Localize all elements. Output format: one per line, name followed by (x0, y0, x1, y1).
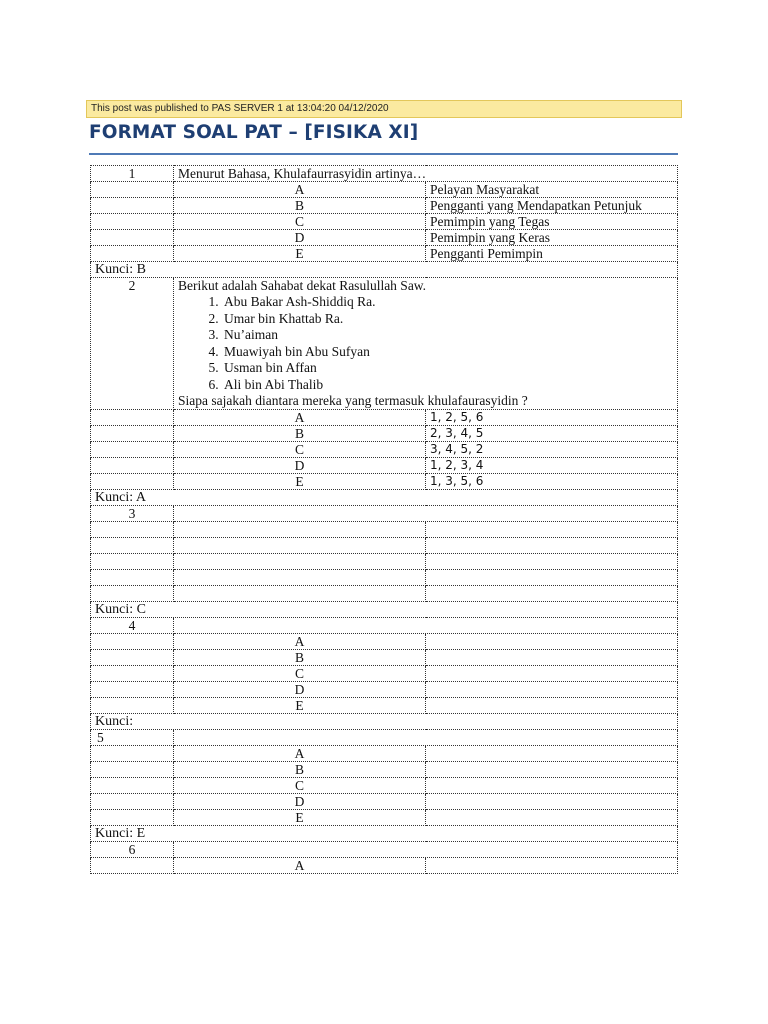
option-row (91, 246, 678, 262)
question-number: 4 (91, 618, 174, 634)
option-row (91, 698, 678, 714)
option-letter: D (174, 682, 426, 698)
option-row (91, 746, 678, 762)
answer-key: Kunci: E (91, 826, 678, 842)
question-row (91, 506, 678, 522)
question-text (174, 506, 678, 522)
option-row (91, 230, 678, 246)
option-letter: A (174, 410, 426, 426)
question-row (91, 278, 678, 410)
option-text (426, 554, 678, 570)
option-text (426, 698, 678, 714)
option-letter: E (174, 698, 426, 714)
list-item: 2. Umar bin Khattab Ra. (222, 311, 673, 328)
option-letter: D (174, 458, 426, 474)
publish-banner: This post was published to PAS SERVER 1 at 13:04:20 04/12/2020 (86, 100, 682, 118)
page-title: FORMAT SOAL PAT – [FISIKA XI] (89, 122, 419, 143)
option-text: 1, 2, 5, 6 (426, 410, 678, 426)
option-letter: D (174, 230, 426, 246)
option-row (91, 794, 678, 810)
option-letter: E (174, 810, 426, 826)
companion-list (178, 294, 673, 393)
question-row (91, 166, 678, 182)
option-text (426, 794, 678, 810)
option-text (426, 682, 678, 698)
option-text (426, 586, 678, 602)
option-text (426, 810, 678, 826)
option-row (91, 810, 678, 826)
question-table (90, 165, 678, 874)
option-letter: A (174, 634, 426, 650)
option-text (426, 570, 678, 586)
option-row (91, 666, 678, 682)
option-letter: C (174, 442, 426, 458)
answer-key: Kunci: B (91, 262, 678, 278)
option-letter: B (174, 198, 426, 214)
answer-key: Kunci: C (91, 602, 678, 618)
question-number: 2 (91, 278, 174, 410)
option-letter (174, 538, 426, 554)
question-text (174, 842, 678, 858)
option-letter: A (174, 182, 426, 198)
option-row (91, 538, 678, 554)
option-row (91, 554, 678, 570)
list-item: 3. Nu’aiman (222, 327, 673, 344)
option-row (91, 650, 678, 666)
option-text: 1, 3, 5, 6 (426, 474, 678, 490)
option-letter: D (174, 794, 426, 810)
question-number: 5 (91, 730, 174, 746)
option-text: 1, 2, 3, 4 (426, 458, 678, 474)
option-letter: E (174, 474, 426, 490)
option-letter (174, 554, 426, 570)
question-row (91, 618, 678, 634)
option-text: 2, 3, 4, 5 (426, 426, 678, 442)
option-text (426, 538, 678, 554)
option-row (91, 586, 678, 602)
answer-key-row (91, 490, 678, 506)
question-text: Menurut Bahasa, Khulafaurrasyidin artinya… (174, 166, 678, 182)
title-divider (89, 153, 678, 155)
option-text (426, 746, 678, 762)
option-row (91, 458, 678, 474)
option-text (426, 666, 678, 682)
option-letter: B (174, 762, 426, 778)
option-letter: E (174, 246, 426, 262)
option-text: Pengganti Pemimpin (426, 246, 678, 262)
option-row (91, 214, 678, 230)
question-intro: Berikut adalah Sahabat dekat Rasulullah Saw. (178, 278, 427, 293)
option-text (426, 634, 678, 650)
option-letter: C (174, 666, 426, 682)
option-letter: C (174, 214, 426, 230)
answer-key-row (91, 602, 678, 618)
option-letter: A (174, 746, 426, 762)
option-text: 3, 4, 5, 2 (426, 442, 678, 458)
option-row (91, 522, 678, 538)
option-row (91, 426, 678, 442)
option-row (91, 570, 678, 586)
option-text (426, 650, 678, 666)
option-letter: C (174, 778, 426, 794)
option-letter (174, 570, 426, 586)
answer-key: Kunci: (91, 714, 678, 730)
option-letter: B (174, 650, 426, 666)
list-item: 6. Ali bin Abi Thalib (222, 377, 673, 394)
option-text: Pelayan Masyarakat (426, 182, 678, 198)
option-row (91, 182, 678, 198)
question-text (174, 730, 678, 746)
answer-key-row (91, 714, 678, 730)
option-letter: B (174, 426, 426, 442)
question-number: 1 (91, 166, 174, 182)
question-row (91, 730, 678, 746)
option-letter (174, 522, 426, 538)
option-row (91, 682, 678, 698)
option-letter (174, 586, 426, 602)
answer-key: Kunci: A (91, 490, 678, 506)
option-row (91, 474, 678, 490)
list-item: 5. Usman bin Affan (222, 360, 673, 377)
list-item: 4. Muawiyah bin Abu Sufyan (222, 344, 673, 361)
option-row (91, 442, 678, 458)
question-body (174, 278, 678, 410)
option-row (91, 410, 678, 426)
answer-key-row (91, 826, 678, 842)
option-row (91, 198, 678, 214)
option-text: Pengganti yang Mendapatkan Petunjuk (426, 198, 678, 214)
option-row (91, 634, 678, 650)
option-row (91, 778, 678, 794)
option-text (426, 522, 678, 538)
question-number: 3 (91, 506, 174, 522)
question-number: 6 (91, 842, 174, 858)
question-row (91, 842, 678, 858)
option-row (91, 858, 678, 874)
answer-key-row (91, 262, 678, 278)
question-text: Siapa sajakah diantara mereka yang termasuk khulafaurasyidin ? (178, 393, 528, 408)
option-text (426, 858, 678, 874)
option-text (426, 762, 678, 778)
option-text: Pemimpin yang Tegas (426, 214, 678, 230)
option-row (91, 762, 678, 778)
question-text (174, 618, 678, 634)
option-letter: A (174, 858, 426, 874)
list-item: 1. Abu Bakar Ash-Shiddiq Ra. (222, 294, 673, 311)
option-text: Pemimpin yang Keras (426, 230, 678, 246)
option-text (426, 778, 678, 794)
